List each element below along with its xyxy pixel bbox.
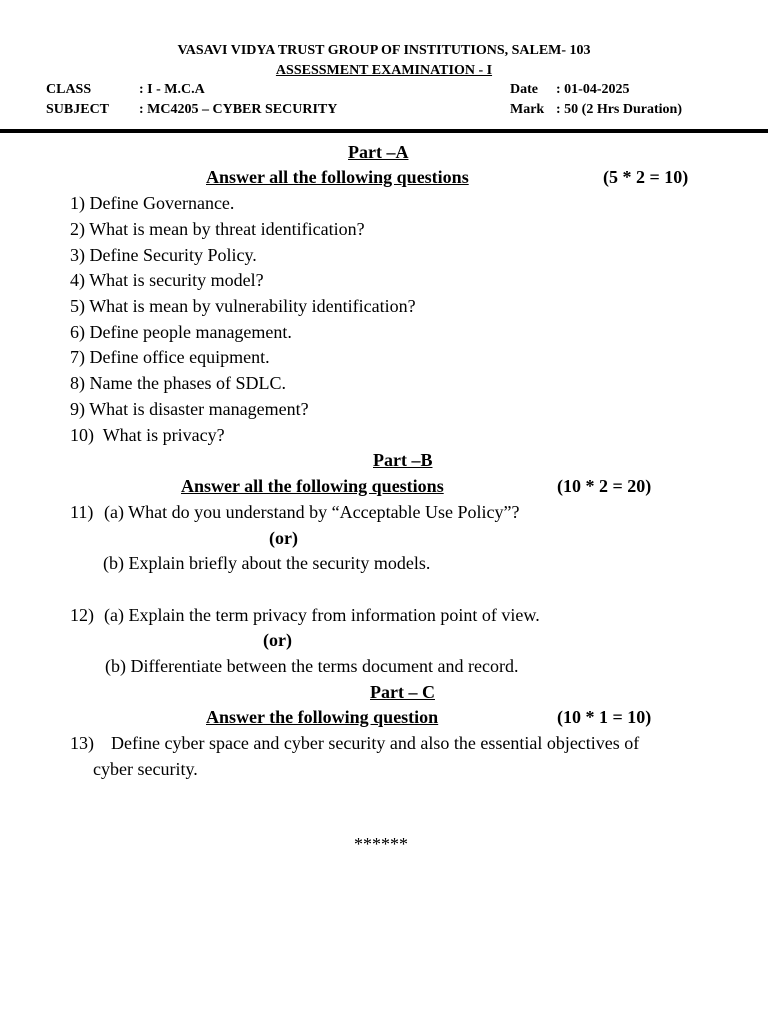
exam-title: ASSESSMENT EXAMINATION - I <box>275 63 493 78</box>
question-13-number: 13) <box>70 733 94 753</box>
date-label: Date <box>510 82 538 97</box>
question-13-line1: Define cyber space and cyber security and also the essential objectives of <box>111 733 640 753</box>
question-11a: (a) What do you understand by “Acceptable Use Policy”? <box>104 502 520 522</box>
date-value: : 01-04-2025 <box>556 82 630 97</box>
question-6: 6) Define people management. <box>70 322 292 342</box>
question-11-number: 11) <box>70 502 94 522</box>
part-b-instruction: Answer all the following questions <box>181 476 444 496</box>
part-b-marks: (10 * 2 = 20) <box>557 476 652 496</box>
part-a-instruction: Answer all the following questions <box>206 167 469 187</box>
question-11-or: (or) <box>269 528 298 548</box>
subject-value: : MC4205 – CYBER SECURITY <box>139 102 338 117</box>
end-mark: ****** <box>354 834 408 854</box>
question-3: 3) Define Security Policy. <box>70 245 257 265</box>
class-label: CLASS <box>46 82 92 97</box>
part-c-marks: (10 * 1 = 10) <box>557 707 652 727</box>
question-8: 8) Name the phases of SDLC. <box>70 373 286 393</box>
part-a-marks: (5 * 2 = 10) <box>603 167 689 187</box>
question-1: 1) Define Governance. <box>70 193 235 213</box>
institution-title: VASAVI VIDYA TRUST GROUP OF INSTITUTIONS, SALEM- 103 <box>177 43 591 58</box>
class-value: : I - M.C.A <box>139 82 205 97</box>
mark-value: : 50 (2 Hrs Duration) <box>556 102 682 117</box>
part-c-title: Part – C <box>370 682 435 702</box>
question-13-line2: cyber security. <box>93 759 198 779</box>
part-b-title: Part –B <box>373 450 433 470</box>
mark-label: Mark <box>510 102 545 117</box>
part-a-title: Part –A <box>348 142 409 162</box>
question-7: 7) Define office equipment. <box>70 347 270 367</box>
question-4: 4) What is security model? <box>70 270 264 290</box>
question-12-or: (or) <box>263 630 292 650</box>
question-11b: (b) Explain briefly about the security models. <box>103 553 431 573</box>
subject-label: SUBJECT <box>46 102 110 117</box>
question-2: 2) What is mean by threat identification? <box>70 219 365 239</box>
question-9: 9) What is disaster management? <box>70 399 309 419</box>
question-5: 5) What is mean by vulnerability identification? <box>70 296 416 316</box>
part-c-instruction: Answer the following question <box>206 707 439 727</box>
question-12-number: 12) <box>70 605 94 625</box>
question-12a: (a) Explain the term privacy from information point of view. <box>104 605 540 625</box>
header-divider <box>0 129 768 133</box>
question-10: 10) What is privacy? <box>70 425 225 445</box>
question-12b: (b) Differentiate between the terms document and record. <box>105 656 519 676</box>
